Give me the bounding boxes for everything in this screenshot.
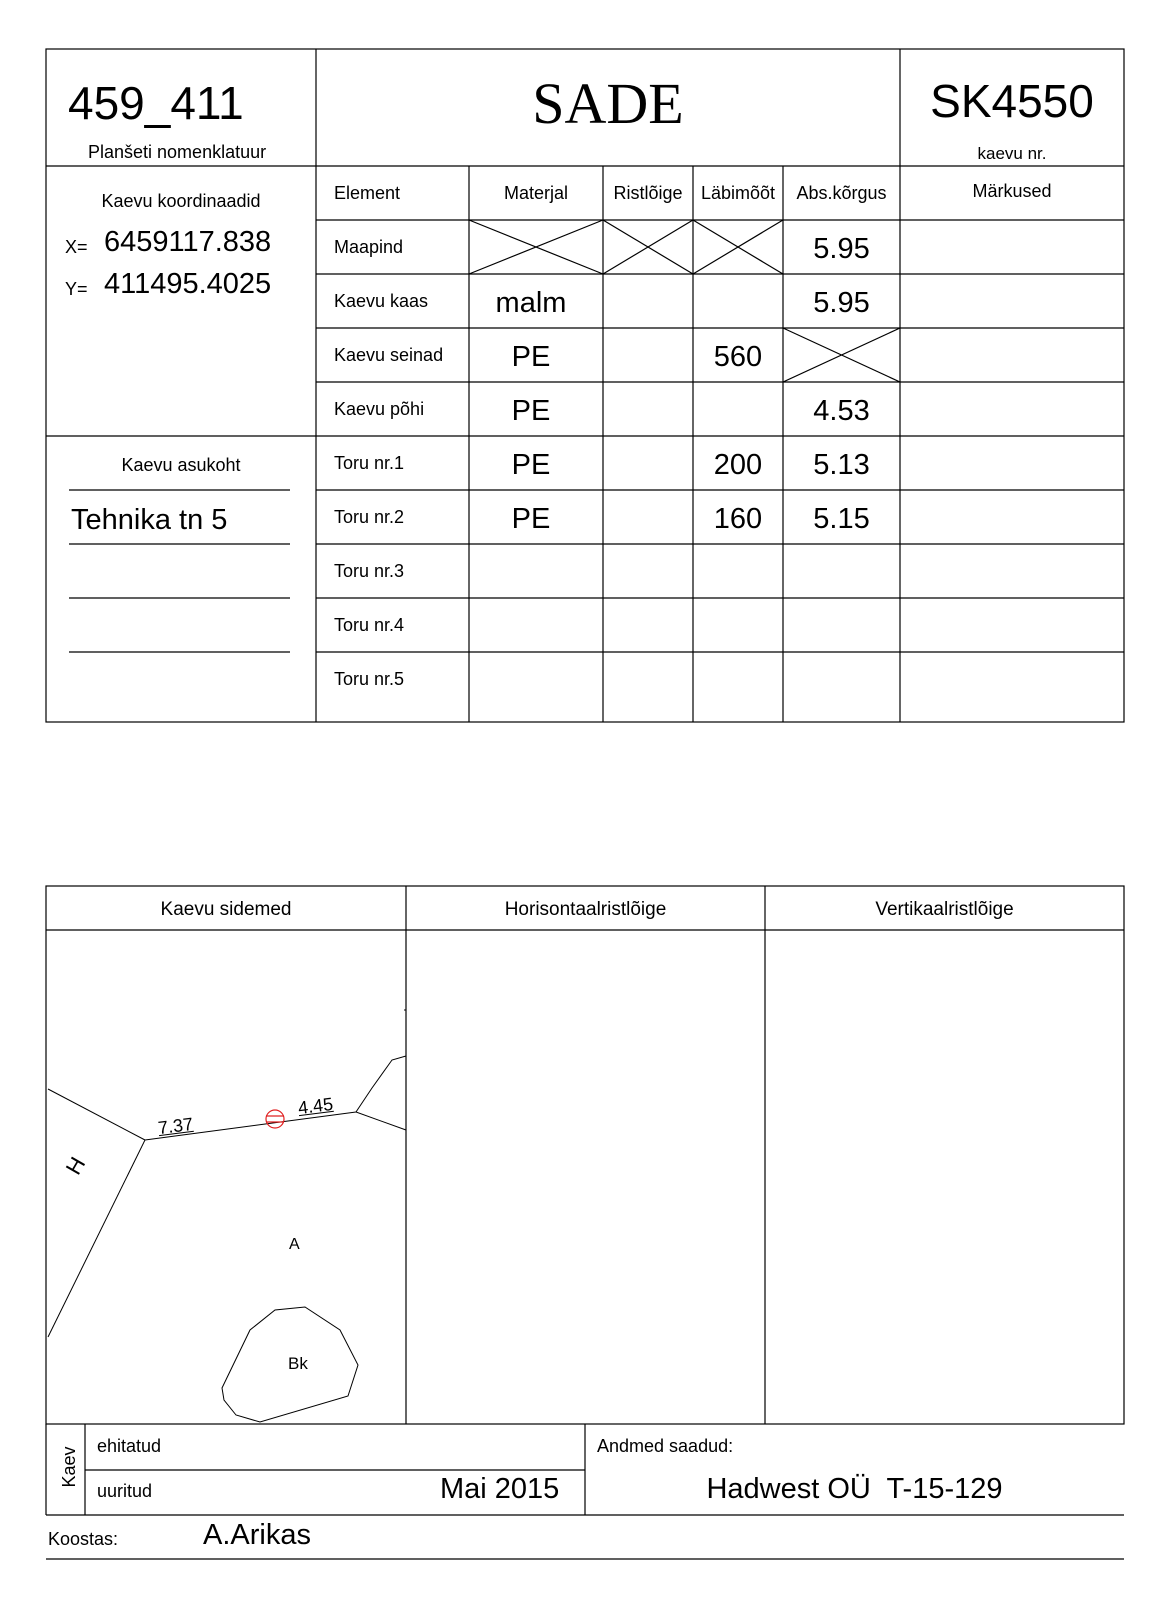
table-row-material: malm (495, 287, 567, 319)
table-row-material: PE (511, 341, 551, 373)
table-row-material: PE (511, 503, 551, 535)
surveyed-label: uuritud (97, 1481, 153, 1501)
table-row-element: Toru nr.3 (334, 561, 405, 581)
well-number: SK4550 (930, 75, 1094, 127)
col-header-notes: Märkused (972, 181, 1052, 201)
table-row-material: PE (511, 449, 551, 481)
dimension-left: 7.37 (156, 1113, 195, 1139)
table-row-elevation: 5.15 (813, 503, 870, 535)
data-source-label: Andmed saadud: (597, 1436, 734, 1456)
surveyed-date: Mai 2015 (440, 1473, 560, 1505)
y-label: Y= (65, 279, 88, 299)
location-address: Tehnika tn 5 (71, 504, 228, 536)
table-row-elevation: 4.53 (813, 395, 870, 427)
coordinates-label: Kaevu koordinaadid (101, 191, 261, 211)
building-letter-bk: Bk (288, 1354, 308, 1373)
table-row-elevation: 5.95 (813, 233, 870, 265)
well-number-label: kaevu nr. (977, 144, 1047, 163)
compiled-by: A.Arikas (203, 1519, 311, 1551)
table-row-elevation: 5.13 (813, 449, 870, 481)
table-row-diameter: 560 (713, 341, 763, 373)
side-label: Kaev (59, 1446, 79, 1488)
ties-header: Kaevu sidemed (160, 899, 292, 920)
y-coordinate: 411495.4025 (104, 268, 272, 300)
nomenclature-value: 459_411 (68, 77, 244, 129)
horizontal-section-header: Horisontaalristlõige (504, 899, 667, 920)
dimension-right: 4.45 (296, 1093, 335, 1119)
table-row-diameter: 160 (713, 503, 763, 535)
col-header-diameter: Läbimõõt (700, 183, 776, 203)
table-row-elevation: 5.95 (813, 287, 870, 319)
table-row-element: Toru nr.1 (334, 453, 405, 473)
table-row-element: Kaevu kaas (334, 291, 429, 311)
location-label: Kaevu asukoht (121, 455, 241, 475)
table-row-element: Maapind (334, 237, 404, 257)
x-coordinate: 6459117.838 (104, 226, 272, 258)
network-type-title: SADE (532, 71, 684, 136)
table-row-material: PE (511, 395, 551, 427)
col-header-element: Element (334, 183, 401, 203)
col-header-material: Materjal (503, 183, 569, 203)
well-symbol (266, 1110, 284, 1128)
table-row-diameter: 200 (713, 449, 763, 481)
area-letter-a: A (289, 1236, 300, 1253)
built-label: ehitatud (97, 1436, 162, 1456)
x-label: X= (65, 237, 88, 257)
table-row-element: Kaevu seinad (334, 345, 444, 365)
table-row-element: Toru nr.2 (334, 507, 405, 527)
table-row-element: Toru nr.5 (334, 669, 405, 689)
table-row-element: Kaevu põhi (334, 399, 425, 419)
data-source: Hadwest OÜ T-15-129 (706, 1473, 1003, 1505)
col-header-elevation: Abs.kõrgus (796, 183, 887, 203)
compiled-label: Koostas: (48, 1529, 119, 1549)
vertical-section-header: Vertikaalristlõige (875, 899, 1014, 920)
site-sketch (48, 1010, 406, 1422)
nomenclature-label: Planšeti nomenklatuur (88, 142, 267, 162)
road-letter-h: H (60, 1152, 91, 1179)
col-header-cross-section: Ristlõige (613, 183, 683, 203)
table-row-element: Toru nr.4 (334, 615, 405, 635)
